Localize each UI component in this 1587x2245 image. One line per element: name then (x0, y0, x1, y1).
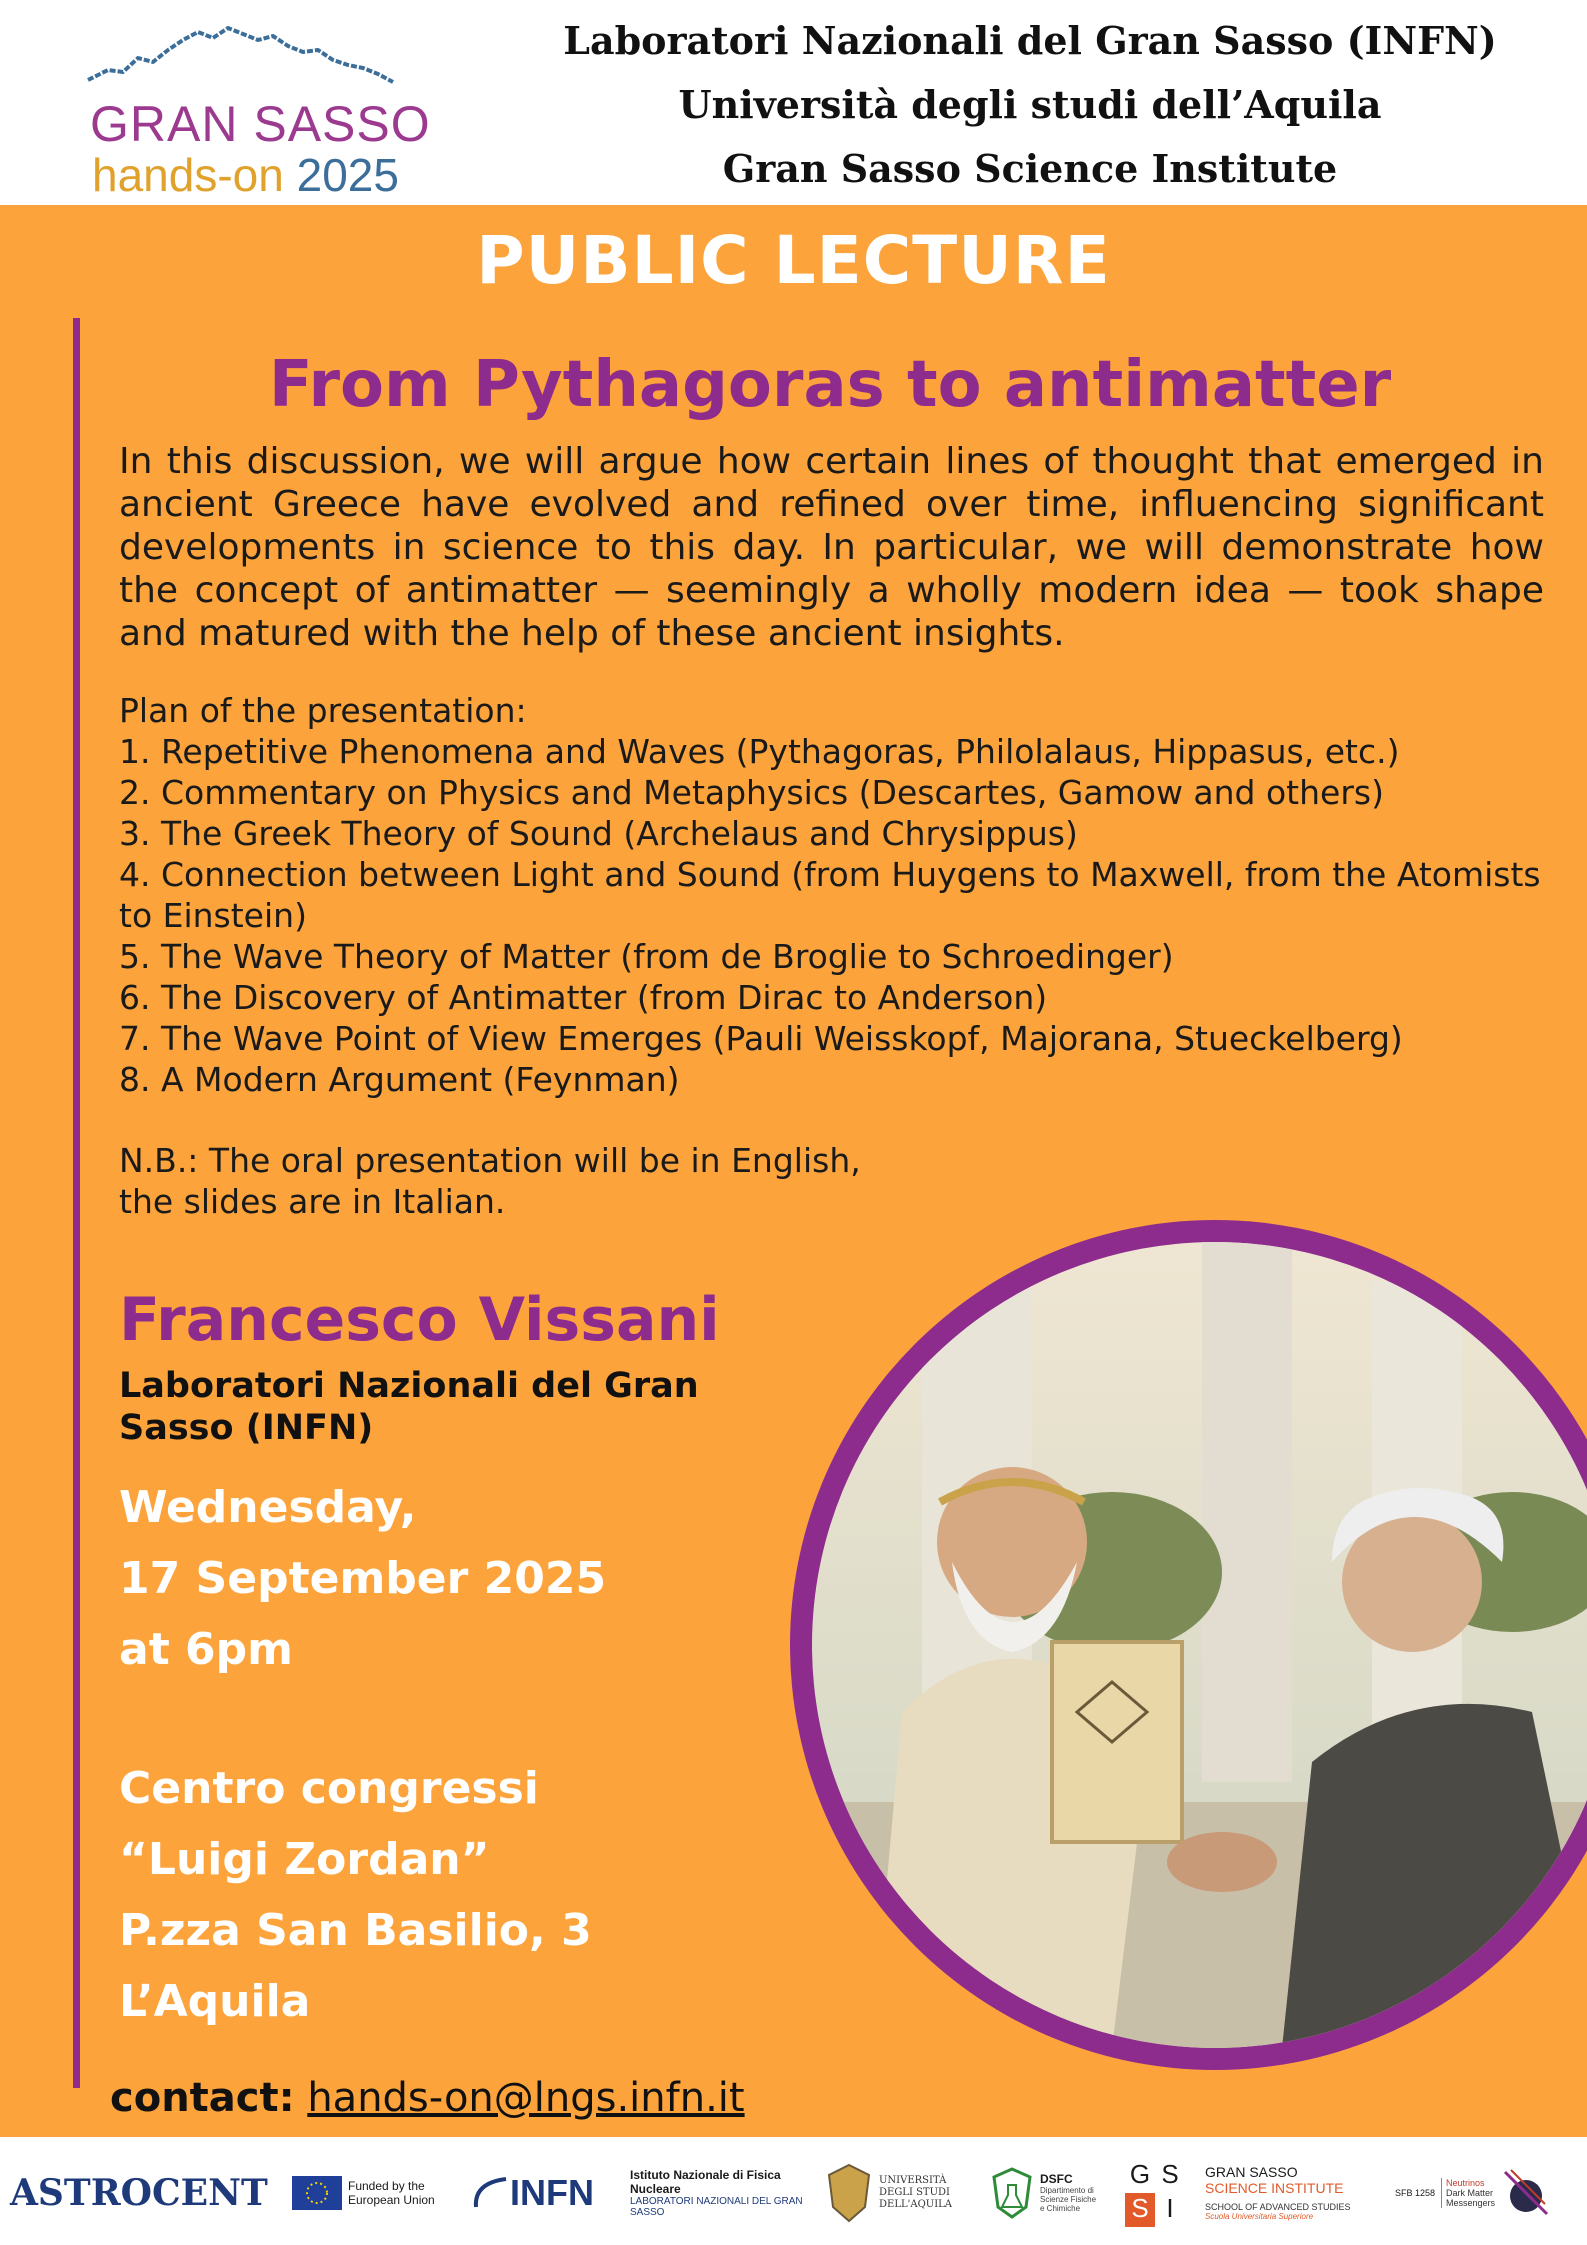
plan-item: 5. The Wave Theory of Matter (from de Broglie to Schroedinger) (119, 937, 1174, 976)
eagle-crest-icon (825, 2163, 873, 2223)
venue-address: P.zza San Basilio, 3 (119, 1905, 592, 1956)
venue-city: L’Aquila (119, 1976, 311, 2027)
institution-lngs: Laboratori Nazionali del Gran Sasso (INFN) (563, 18, 1497, 63)
event-time: at 6pm (119, 1624, 294, 1675)
plan-item: 4. Connection between Light and Sound (from Huygens to Maxwell, from the Atomists to Einstein) (119, 855, 1541, 935)
plan-item: 2. Commentary on Physics and Metaphysics (Descartes, Gamow and others) (119, 773, 1384, 812)
accent-bar (73, 318, 80, 2088)
event-date: 17 September 2025 (119, 1553, 607, 1604)
infn-logo: INFN (470, 2150, 620, 2235)
particle-tracks-icon (1501, 2168, 1551, 2218)
astrocent-logo: ASTROCENT (10, 2171, 268, 2214)
eu-funding-logo: Funded by the European Union (292, 2150, 462, 2235)
logo-hands-on: hands-on (92, 149, 284, 201)
flask-shield-icon (990, 2167, 1034, 2219)
institution-gssi: Gran Sasso Science Institute (722, 146, 1338, 191)
handshake (1167, 1832, 1277, 1892)
speaker-name: Francesco Vissani (119, 1285, 720, 1355)
mountain-skyline-icon (78, 10, 458, 100)
illustration-photo (812, 1242, 1587, 2048)
logo-year: 2025 (296, 149, 399, 201)
language-note (119, 1140, 1019, 1222)
talk-title: From Pythagoras to antimatter (268, 348, 1392, 422)
plan-heading: Plan of the presentation: (119, 691, 527, 730)
scroll (1052, 1642, 1182, 1842)
gssi-monogram: G S S I (1125, 2150, 1195, 2235)
gssi-name: GRAN SASSO SCIENCE INSTITUTE SCHOOL OF ADVANCED STUDIES Scuola Universitaria Superiore (1205, 2164, 1351, 2221)
note-line: N.B.: The oral presentation will be in English, (119, 1141, 861, 1180)
dsfc-logo (990, 2150, 1110, 2235)
sfb-logo: SFB 1258 Neutrinos Dark Matter Messengers (1395, 2150, 1580, 2235)
contact-label: contact: (110, 2075, 295, 2121)
eu-flag-icon (292, 2176, 342, 2210)
plan-item: 7. The Wave Point of View Emerges (Pauli Weisskopf, Majorana, Stueckelberg) (119, 1019, 1403, 1058)
contact-email-link[interactable]: hands-on@lngs.infn.it (307, 2075, 745, 2121)
plan-item: 3. The Greek Theory of Sound (Archelaus and Chrysippus) (119, 814, 1078, 853)
institution-univaq: Università degli studi dell’Aquila (678, 82, 1382, 127)
event-day: Wednesday, (119, 1482, 417, 1533)
univaq-logo: UNIVERSITÀ DEGLI STUDI DELL'AQUILA (825, 2150, 985, 2235)
contact (110, 2075, 745, 2121)
plan-item: 8. A Modern Argument (Feynman) (119, 1060, 680, 1099)
abstract: In this discussion, we will argue how certain lines of thought that emerged in ancient Greece have evolved and refined over time, influencing significant developments in science to this day. In particular, we will demonstrate how the concept of antimatter — seemingly a wholly modern idea — took shape and matured with the help of these ancient insights. (119, 441, 1544, 654)
note-line: the slides are in Italian. (119, 1182, 506, 1221)
dsfc-text: DSFC Dipartimento di Scienze Fisiche e Chimiche (1040, 2172, 1097, 2213)
sfb-lines: Neutrinos Dark Matter Messengers (1441, 2178, 1495, 2208)
infn-swoosh-icon (470, 2173, 510, 2213)
plan-of-presentation (119, 690, 1559, 1100)
venue-line2: “Luigi Zordan” (119, 1834, 490, 1885)
handshake-illustration (812, 1242, 1587, 2048)
logo-subtitle (92, 148, 399, 202)
plan-item: 1. Repetitive Phenomena and Waves (Pythagoras, Philolalaus, Hippasus, etc.) (119, 732, 1400, 771)
speaker-affiliation: Laboratori Nazionali del Gran Sasso (INFN) (119, 1366, 699, 1448)
logo-title: GRAN SASSO (90, 96, 431, 152)
venue-line1: Centro congressi (119, 1763, 539, 1814)
lecture-kind-heading: PUBLIC LECTURE (476, 222, 1111, 299)
lngs-label: Istituto Nazionale di Fisica Nucleare LABORATORI NAZIONALI DEL GRAN SASSO (630, 2167, 803, 2218)
column-center (1202, 1242, 1292, 1782)
plan-item: 6. The Discovery of Antimatter (from Dirac to Anderson) (119, 978, 1048, 1017)
